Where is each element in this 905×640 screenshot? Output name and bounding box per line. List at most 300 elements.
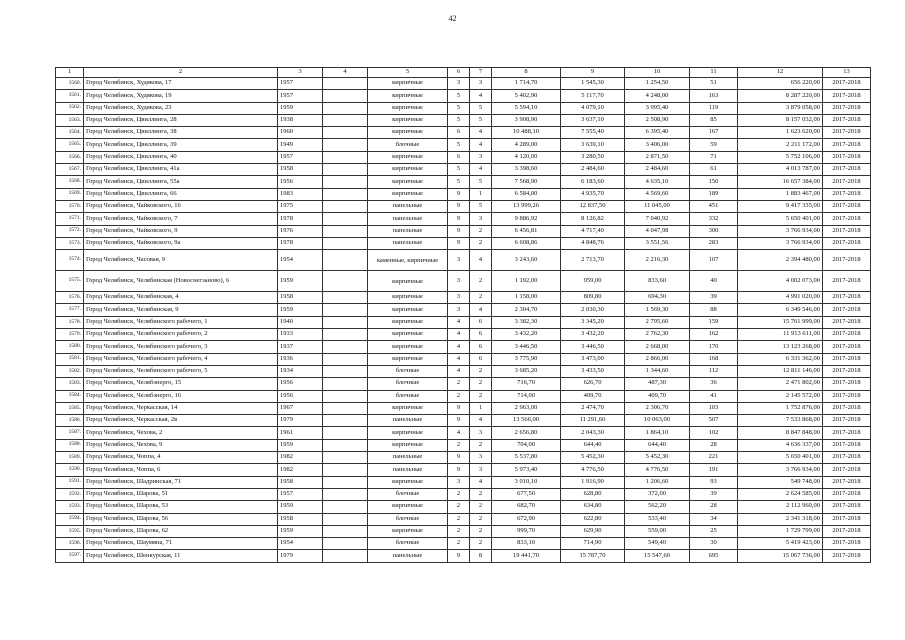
- cell-period: 2017-2018: [823, 378, 871, 390]
- cell-residents: 112: [690, 365, 738, 377]
- cell-address: Город Челябинск, Шарова, 51: [84, 488, 278, 500]
- cell-year-built: 1958: [278, 476, 323, 488]
- cell-floors: 2: [448, 513, 470, 525]
- cell-row-number: 1571.: [56, 213, 84, 225]
- cell-year-built: 1954: [278, 538, 323, 550]
- cell-entrances: 2: [470, 292, 492, 304]
- cell-total-area: 5 594,10: [492, 102, 561, 114]
- cell-entrances: 4: [470, 415, 492, 427]
- cell-wall-material: панельные: [368, 213, 448, 225]
- column-header-13: 13: [823, 68, 871, 78]
- cell-period: 2017-2018: [823, 139, 871, 151]
- cell-period: 2017-2018: [823, 151, 871, 163]
- cell-row-number: 1594.: [56, 513, 84, 525]
- cell-row-number: 1585.: [56, 402, 84, 414]
- cell-col-4: [323, 488, 368, 500]
- cell-area-9: 1 864,10: [625, 427, 690, 439]
- cell-floors: 9: [448, 402, 470, 414]
- cell-row-number: 1573.: [56, 237, 84, 249]
- table-row: [56, 139, 871, 151]
- cell-entrances: 4: [470, 139, 492, 151]
- cell-cost: 8 847 848,00: [738, 427, 823, 439]
- cell-row-number: 1597.: [56, 550, 84, 562]
- cell-col-4: [323, 237, 368, 249]
- cell-cost: 4 636 337,00: [738, 439, 823, 451]
- cell-area-8: 4 717,40: [561, 225, 625, 237]
- cell-residents: 40: [690, 271, 738, 292]
- cell-address: Город Челябинск, Шарова, 56: [84, 513, 278, 525]
- table-row: [56, 213, 871, 225]
- cell-area-9: 11 045,00: [625, 200, 690, 212]
- cell-entrances: 3: [470, 427, 492, 439]
- cell-period: 2017-2018: [823, 415, 871, 427]
- cell-wall-material: кирпичные: [368, 439, 448, 451]
- cell-address: Город Челябинск, Цвиллинга, 41а: [84, 164, 278, 176]
- cell-cost: 15 067 736,00: [738, 550, 823, 562]
- cell-year-built: 1938: [278, 114, 323, 126]
- cell-address: Город Челябинск, Худякова, 23: [84, 102, 278, 114]
- cell-col-4: [323, 513, 368, 525]
- cell-address: Город Челябинск, Чайковского, 9а: [84, 237, 278, 249]
- table-row: [56, 304, 871, 316]
- page-number: 42: [448, 14, 457, 23]
- column-header-4: 4: [323, 68, 368, 78]
- cell-address: Город Челябинск, Цвиллинга, 28: [84, 114, 278, 126]
- cell-floors: 9: [448, 237, 470, 249]
- cell-col-4: [323, 464, 368, 476]
- cell-year-built: 1937: [278, 341, 323, 353]
- cell-period: 2017-2018: [823, 127, 871, 139]
- cell-area-9: 2 866,00: [625, 353, 690, 365]
- cell-entrances: 1: [470, 188, 492, 200]
- cell-wall-material: панельные: [368, 452, 448, 464]
- cell-col-4: [323, 176, 368, 188]
- table-row: [56, 271, 871, 292]
- cell-year-built: 1975: [278, 200, 323, 212]
- cell-area-9: 2 668,00: [625, 341, 690, 353]
- cell-floors: 4: [448, 353, 470, 365]
- column-header-9: 9: [561, 68, 625, 78]
- column-header-1: 1: [56, 68, 84, 78]
- cell-total-area: 1 714,70: [492, 78, 561, 90]
- cell-address: Город Челябинск, Шенкурская, 11: [84, 550, 278, 562]
- cell-area-8: 7 555,40: [561, 127, 625, 139]
- cell-year-built: 1979: [278, 550, 323, 562]
- cell-area-8: 644,40: [561, 439, 625, 451]
- table-row: [56, 501, 871, 513]
- table-row: [56, 452, 871, 464]
- cell-address: Город Челябинск, Черкасская, 2в: [84, 415, 278, 427]
- cell-residents: 71: [690, 151, 738, 163]
- cell-period: 2017-2018: [823, 292, 871, 304]
- cell-area-8: 809,80: [561, 292, 625, 304]
- cell-area-9: 5 452,30: [625, 452, 690, 464]
- cell-entrances: 2: [470, 365, 492, 377]
- table-row: [56, 292, 871, 304]
- cell-wall-material: панельные: [368, 200, 448, 212]
- cell-residents: 159: [690, 316, 738, 328]
- cell-year-built: 1979: [278, 415, 323, 427]
- cell-cost: 1 752 876,00: [738, 402, 823, 414]
- cell-wall-material: кирпичные: [368, 176, 448, 188]
- cell-address: Город Челябинск, Худякова, 17: [84, 78, 278, 90]
- table-row: [56, 427, 871, 439]
- cell-total-area: 6 584,00: [492, 188, 561, 200]
- cell-wall-material: кирпичные: [368, 427, 448, 439]
- cell-wall-material: блочные: [368, 139, 448, 151]
- cell-floors: 2: [448, 525, 470, 537]
- cell-area-8: 3 432,20: [561, 329, 625, 341]
- cell-area-9: 644,40: [625, 439, 690, 451]
- cell-row-number: 1568.: [56, 176, 84, 188]
- cell-row-number: 1565.: [56, 139, 84, 151]
- cell-row-number: 1576.: [56, 292, 84, 304]
- cell-total-area: 682,70: [492, 501, 561, 513]
- cell-area-9: 549,40: [625, 538, 690, 550]
- cell-residents: 332: [690, 213, 738, 225]
- cell-entrances: 4: [470, 304, 492, 316]
- cell-floors: 5: [448, 164, 470, 176]
- cell-total-area: 5 402,90: [492, 90, 561, 102]
- cell-cost: 2 471 802,00: [738, 378, 823, 390]
- cell-floors: 3: [448, 292, 470, 304]
- cell-col-4: [323, 90, 368, 102]
- cell-area-8: 2 043,30: [561, 427, 625, 439]
- column-header-3: 3: [278, 68, 323, 78]
- cell-floors: 3: [448, 476, 470, 488]
- cell-residents: 162: [690, 329, 738, 341]
- cell-col-4: [323, 151, 368, 163]
- cell-residents: 150: [690, 176, 738, 188]
- table-row: [56, 127, 871, 139]
- cell-wall-material: кирпичные: [368, 341, 448, 353]
- cell-area-8: 628,80: [561, 488, 625, 500]
- cell-floors: 5: [448, 102, 470, 114]
- cell-area-9: 7 040,92: [625, 213, 690, 225]
- cell-year-built: 1958: [278, 292, 323, 304]
- cell-area-9: 694,30: [625, 292, 690, 304]
- cell-entrances: 6: [470, 341, 492, 353]
- cell-wall-material: кирпичные: [368, 402, 448, 414]
- cell-year-built: 1957: [278, 90, 323, 102]
- cell-year-built: 1967: [278, 402, 323, 414]
- cell-entrances: 2: [470, 525, 492, 537]
- cell-wall-material: кирпичные: [368, 90, 448, 102]
- cell-area-9: 559,00: [625, 525, 690, 537]
- cell-cost: 5 650 401,00: [738, 213, 823, 225]
- cell-col-4: [323, 139, 368, 151]
- cell-col-4: [323, 188, 368, 200]
- cell-col-4: [323, 550, 368, 562]
- cell-cost: 4 013 787,00: [738, 164, 823, 176]
- cell-area-9: 2 762,30: [625, 329, 690, 341]
- cell-col-4: [323, 213, 368, 225]
- cell-area-9: 372,00: [625, 488, 690, 500]
- cell-area-8: 4 935,70: [561, 188, 625, 200]
- cell-floors: 4: [448, 341, 470, 353]
- column-header-10: 10: [625, 68, 690, 78]
- cell-wall-material: кирпичные: [368, 102, 448, 114]
- cell-area-8: 714,90: [561, 538, 625, 550]
- cell-area-8: 1 916,90: [561, 476, 625, 488]
- cell-residents: 39: [690, 488, 738, 500]
- cell-floors: 6: [448, 127, 470, 139]
- cell-col-4: [323, 102, 368, 114]
- cell-cost: 4 002 073,00: [738, 271, 823, 292]
- cell-floors: 9: [448, 464, 470, 476]
- column-header-12: 12: [738, 68, 823, 78]
- cell-address: Город Челябинск, Челябинская (Новоснегзаново), 6: [84, 271, 278, 292]
- cell-address: Город Челябинск, Челябинского рабочего, 4: [84, 353, 278, 365]
- cell-residents: 695: [690, 550, 738, 562]
- cell-year-built: 1949: [278, 139, 323, 151]
- cell-total-area: 3 775,90: [492, 353, 561, 365]
- cell-floors: 4: [448, 329, 470, 341]
- cell-col-4: [323, 225, 368, 237]
- cell-total-area: 5 537,80: [492, 452, 561, 464]
- cell-period: 2017-2018: [823, 538, 871, 550]
- cell-cost: 9 417 335,00: [738, 200, 823, 212]
- cell-residents: 36: [690, 378, 738, 390]
- cell-period: 2017-2018: [823, 501, 871, 513]
- cell-area-9: 1 344,60: [625, 365, 690, 377]
- cell-period: 2017-2018: [823, 316, 871, 328]
- cell-row-number: 1564.: [56, 127, 84, 139]
- cell-area-9: 3 551,56: [625, 237, 690, 249]
- cell-cost: 3 766 934,00: [738, 237, 823, 249]
- cell-area-8: 3 473,00: [561, 353, 625, 365]
- cell-wall-material: кирпичные: [368, 329, 448, 341]
- cell-period: 2017-2018: [823, 176, 871, 188]
- cell-total-area: 2 656,80: [492, 427, 561, 439]
- cell-row-number: 1581.: [56, 353, 84, 365]
- cell-period: 2017-2018: [823, 476, 871, 488]
- cell-row-number: 1586.: [56, 415, 84, 427]
- cell-col-4: [323, 476, 368, 488]
- cell-row-number: 1578.: [56, 316, 84, 328]
- cell-area-9: 2 871,50: [625, 151, 690, 163]
- cell-cost: 8 157 032,00: [738, 114, 823, 126]
- cell-total-area: 4 289,00: [492, 139, 561, 151]
- cell-col-4: [323, 538, 368, 550]
- cell-residents: 283: [690, 237, 738, 249]
- table-row: [56, 164, 871, 176]
- cell-total-area: 10 488,10: [492, 127, 561, 139]
- cell-entrances: 4: [470, 164, 492, 176]
- cell-row-number: 1582.: [56, 365, 84, 377]
- cell-residents: 189: [690, 188, 738, 200]
- cell-entrances: 2: [470, 237, 492, 249]
- cell-area-9: 3 995,40: [625, 102, 690, 114]
- cell-floors: 2: [448, 378, 470, 390]
- cell-entrances: 5: [470, 176, 492, 188]
- cell-total-area: 2 304,70: [492, 304, 561, 316]
- cell-year-built: 1959: [278, 304, 323, 316]
- cell-total-area: 5 973,40: [492, 464, 561, 476]
- cell-area-9: 2 484,60: [625, 164, 690, 176]
- cell-address: Город Челябинск, Шарова, 62: [84, 525, 278, 537]
- cell-address: Город Челябинск, Чоппа, 4: [84, 452, 278, 464]
- cell-floors: 9: [448, 452, 470, 464]
- cell-floors: 5: [448, 176, 470, 188]
- cell-area-8: 634,80: [561, 501, 625, 513]
- cell-period: 2017-2018: [823, 304, 871, 316]
- cell-area-9: 4 047,98: [625, 225, 690, 237]
- cell-entrances: 4: [470, 250, 492, 271]
- cell-wall-material: кирпичные: [368, 127, 448, 139]
- cell-period: 2017-2018: [823, 452, 871, 464]
- cell-wall-material: кирпичные: [368, 304, 448, 316]
- cell-total-area: 4 120,00: [492, 151, 561, 163]
- cell-total-area: 6 456,81: [492, 225, 561, 237]
- table-header-row: [56, 68, 871, 78]
- cell-total-area: 7 568,90: [492, 176, 561, 188]
- cell-row-number: 1590.: [56, 464, 84, 476]
- cell-year-built: 1957: [278, 151, 323, 163]
- cell-area-8: 3 433,50: [561, 365, 625, 377]
- table-row: [56, 550, 871, 562]
- cell-area-9: 4 569,60: [625, 188, 690, 200]
- cell-wall-material: кирпичные: [368, 501, 448, 513]
- cell-area-8: 12 837,50: [561, 200, 625, 212]
- cell-residents: 30: [690, 538, 738, 550]
- cell-residents: 170: [690, 341, 738, 353]
- cell-cost: 1 883 467,00: [738, 188, 823, 200]
- cell-floors: 5: [448, 114, 470, 126]
- cell-cost: 4 991 020,00: [738, 292, 823, 304]
- cell-total-area: 3 010,10: [492, 476, 561, 488]
- cell-year-built: 1976: [278, 225, 323, 237]
- cell-area-9: 2 216,30: [625, 250, 690, 271]
- cell-area-8: 3 345,20: [561, 316, 625, 328]
- cell-row-number: 1588.: [56, 439, 84, 451]
- cell-total-area: 3 685,20: [492, 365, 561, 377]
- cell-cost: 2 394 480,00: [738, 250, 823, 271]
- cell-residents: 451: [690, 200, 738, 212]
- cell-col-4: [323, 292, 368, 304]
- cell-cost: 5 419 423,00: [738, 538, 823, 550]
- cell-row-number: 1566.: [56, 151, 84, 163]
- cell-wall-material: кирпичные: [368, 353, 448, 365]
- cell-area-9: 2 306,70: [625, 402, 690, 414]
- cell-residents: 34: [690, 513, 738, 525]
- cell-total-area: 3 908,90: [492, 114, 561, 126]
- cell-row-number: 1580.: [56, 341, 84, 353]
- cell-area-8: 622,80: [561, 513, 625, 525]
- cell-area-8: 11 291,60: [561, 415, 625, 427]
- table-row: [56, 188, 871, 200]
- cell-col-4: [323, 304, 368, 316]
- cell-year-built: 1957: [278, 488, 323, 500]
- cell-address: Город Челябинск, Челябэнерго, 15: [84, 378, 278, 390]
- cell-floors: 3: [448, 271, 470, 292]
- table-row: [56, 402, 871, 414]
- cell-period: 2017-2018: [823, 464, 871, 476]
- cell-wall-material: блочные: [368, 488, 448, 500]
- cell-area-8: 4 776,50: [561, 464, 625, 476]
- table-row: [56, 341, 871, 353]
- cell-period: 2017-2018: [823, 427, 871, 439]
- cell-address: Город Челябинск, Челябинская, 4: [84, 292, 278, 304]
- cell-col-4: [323, 427, 368, 439]
- cell-area-9: 6 395,40: [625, 127, 690, 139]
- cell-cost: 1 623 620,00: [738, 127, 823, 139]
- cell-col-4: [323, 353, 368, 365]
- cell-col-4: [323, 415, 368, 427]
- cell-wall-material: панельные: [368, 225, 448, 237]
- cell-entrances: 4: [470, 127, 492, 139]
- cell-col-4: [323, 127, 368, 139]
- cell-row-number: 1577.: [56, 304, 84, 316]
- cell-area-9: 487,30: [625, 378, 690, 390]
- cell-wall-material: панельные: [368, 550, 448, 562]
- cell-residents: 507: [690, 415, 738, 427]
- cell-floors: 9: [448, 550, 470, 562]
- cell-floors: 5: [448, 90, 470, 102]
- cell-row-number: 1560.: [56, 78, 84, 90]
- cell-floors: 9: [448, 200, 470, 212]
- cell-period: 2017-2018: [823, 237, 871, 249]
- cell-col-4: [323, 78, 368, 90]
- cell-area-8: 626,70: [561, 378, 625, 390]
- cell-floors: 6: [448, 151, 470, 163]
- cell-residents: 168: [690, 353, 738, 365]
- cell-period: 2017-2018: [823, 488, 871, 500]
- cell-col-4: [323, 200, 368, 212]
- cell-wall-material: каменные, кирпичные: [368, 250, 448, 271]
- cell-address: Город Челябинск, Шарова, 53: [84, 501, 278, 513]
- cell-col-4: [323, 525, 368, 537]
- cell-period: 2017-2018: [823, 213, 871, 225]
- cell-wall-material: кирпичные: [368, 292, 448, 304]
- cell-residents: 102: [690, 427, 738, 439]
- cell-entrances: 4: [470, 90, 492, 102]
- cell-entrances: 5: [470, 114, 492, 126]
- cell-area-9: 2 795,60: [625, 316, 690, 328]
- cell-total-area: 3 446,50: [492, 341, 561, 353]
- cell-period: 2017-2018: [823, 439, 871, 451]
- cell-total-area: 3 432,20: [492, 329, 561, 341]
- cell-cost: 2 211 172,00: [738, 139, 823, 151]
- cell-year-built: 1933: [278, 329, 323, 341]
- cell-area-9: 533,40: [625, 513, 690, 525]
- cell-total-area: 714,00: [492, 390, 561, 402]
- cell-area-9: 833,60: [625, 271, 690, 292]
- cell-entrances: 5: [470, 102, 492, 114]
- column-header-7: 7: [470, 68, 492, 78]
- cell-year-built: 1959: [278, 501, 323, 513]
- cell-total-area: 716,70: [492, 378, 561, 390]
- cell-period: 2017-2018: [823, 341, 871, 353]
- cell-total-area: 704,00: [492, 439, 561, 451]
- cell-address: Город Челябинск, Часовая, 9: [84, 250, 278, 271]
- column-header-6: 6: [448, 68, 470, 78]
- cell-address: Город Челябинск, Цвиллинга, 55а: [84, 176, 278, 188]
- column-header-11: 11: [690, 68, 738, 78]
- cell-area-8: 2 484,60: [561, 164, 625, 176]
- cell-address: Город Челябинск, Цвиллинга, 66: [84, 188, 278, 200]
- cell-entrances: 1: [470, 402, 492, 414]
- cell-residents: 167: [690, 127, 738, 139]
- cell-residents: 163: [690, 90, 738, 102]
- cell-total-area: 13 566,00: [492, 415, 561, 427]
- table-row: [56, 513, 871, 525]
- cell-period: 2017-2018: [823, 164, 871, 176]
- cell-residents: 41: [690, 390, 738, 402]
- cell-residents: 119: [690, 102, 738, 114]
- cell-floors: 2: [448, 538, 470, 550]
- cell-area-8: 15 787,70: [561, 550, 625, 562]
